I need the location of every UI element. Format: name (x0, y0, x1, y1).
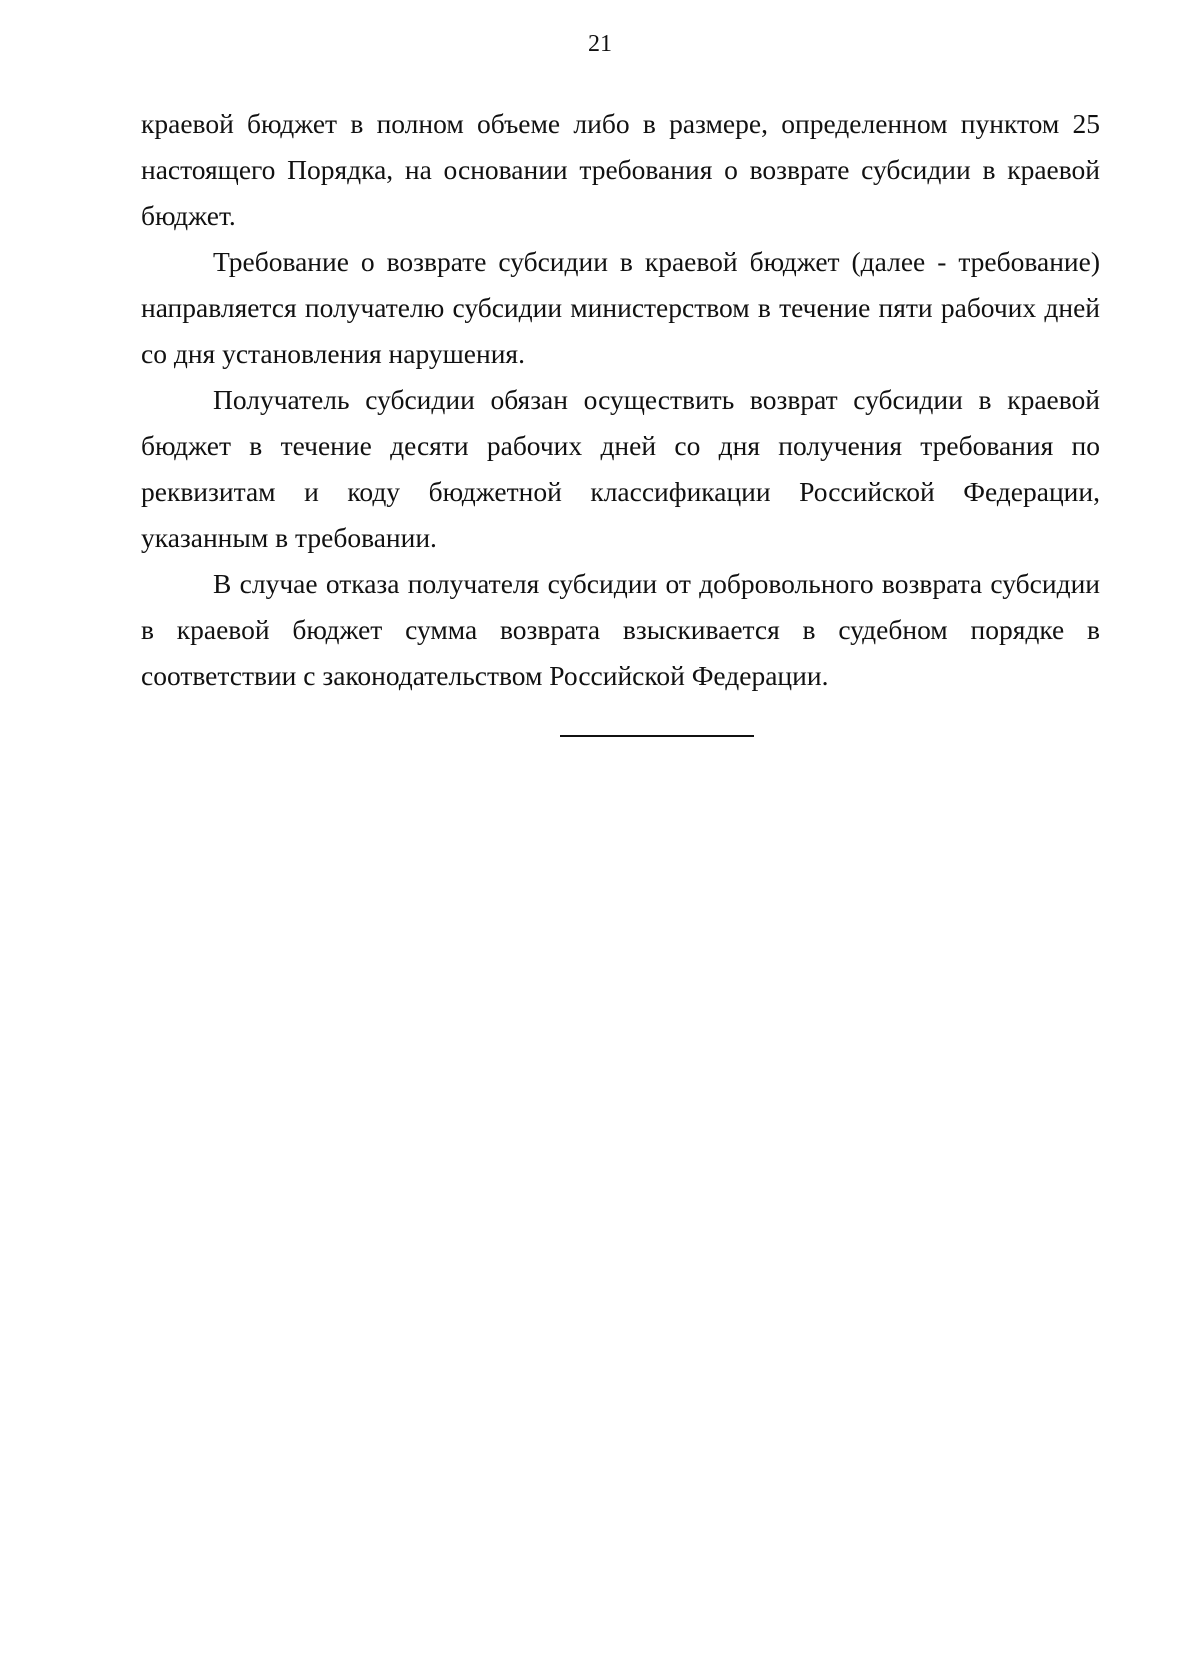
paragraph-requirement: Требование о возврате субсидии в краевой бюджет (далее - требование) направляется получателю субсидии министерством в течение пяти рабочих дней со дня установления нарушения. (141, 246, 1100, 369)
document-body (141, 101, 1100, 699)
end-of-document-separator (560, 735, 754, 737)
paragraph-continuation: краевой бюджет в полном объеме либо в размере, определенном пунктом 25 настоящего Порядка, на основании требования о возврате субсидии в краевой бюджет. (141, 108, 1100, 231)
page-number: 21 (588, 31, 612, 57)
paragraph-recipient-obligation: Получатель субсидии обязан осуществить возврат субсидии в краевой бюджет в течение десяти рабочих дней со дня получения требования по реквизитам и коду бюджетной классификации Российской Федерации, указанным в требовании. (141, 384, 1100, 553)
paragraph-refusal-case: В случае отказа получателя субсидии от добровольного возврата субсидии в краевой бюджет сумма возврата взыскивается в судебном порядке в соответствии с законодательством Российской Федерации. (141, 568, 1100, 691)
